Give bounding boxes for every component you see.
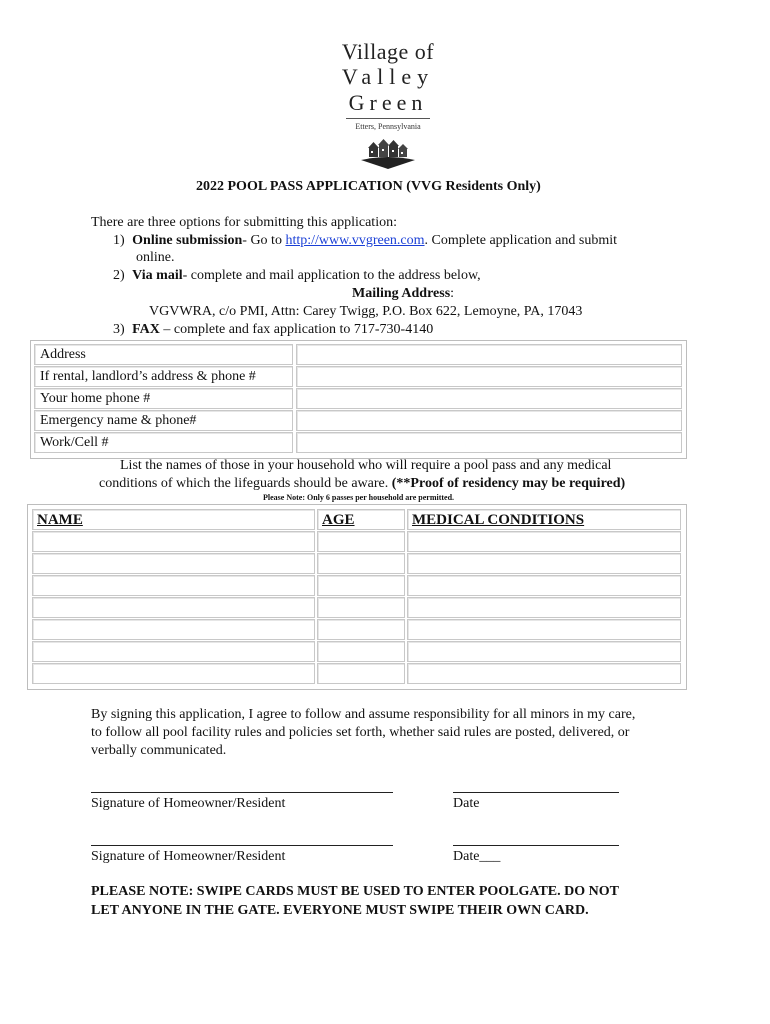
medical-input[interactable] — [407, 597, 681, 618]
resident-info-table — [30, 340, 687, 459]
mailing-label: Mailing Address — [352, 286, 451, 301]
medical-input[interactable] — [407, 619, 681, 640]
name-input[interactable] — [32, 575, 315, 596]
header-age — [317, 509, 405, 530]
info-label: Work/Cell # — [40, 435, 109, 450]
age-input[interactable] — [317, 663, 405, 684]
table-row — [32, 619, 682, 639]
header-name-label: NAME — [37, 512, 83, 528]
agreement-line-1: By signing this application, I agree to follow and assume responsibility for all minors in my care, — [91, 707, 636, 722]
option-1-continued: online. — [136, 250, 175, 265]
name-input[interactable] — [32, 553, 315, 574]
header-medical — [407, 509, 681, 530]
mailing-colon: : — [450, 286, 455, 301]
name-input[interactable] — [32, 663, 315, 684]
option-1-text-b: . Complete application and submit — [424, 233, 617, 248]
header-age-label: AGE — [322, 512, 355, 528]
name-input[interactable] — [32, 619, 315, 640]
household-instructions-1: List the names of those in your household who will require a pool pass and any medical — [120, 458, 612, 473]
age-input[interactable] — [317, 553, 405, 574]
age-input[interactable] — [317, 619, 405, 640]
info-row-emergency — [34, 410, 683, 430]
houses-logo-icon — [355, 136, 421, 170]
household-instructions-text: conditions of which the lifeguards should be aware. — [99, 476, 392, 491]
header-medical-label: MEDICAL CONDITIONS — [412, 512, 585, 528]
info-row-home-phone — [34, 388, 683, 408]
household-instructions-2 — [99, 476, 625, 492]
household-table — [27, 504, 687, 690]
header-name — [32, 509, 315, 530]
medical-input[interactable] — [407, 553, 681, 574]
signature-2-label: Signature of Homeowner/Resident — [91, 849, 286, 864]
info-label: Address — [40, 347, 86, 362]
signature-1-line[interactable] — [91, 792, 393, 793]
info-label: If rental, landlord’s address & phone # — [40, 369, 256, 384]
table-row — [32, 553, 682, 573]
signature-1-label: Signature of Homeowner/Resident — [91, 796, 286, 811]
name-input[interactable] — [32, 597, 315, 618]
option-2-text: - complete and mail application to the address below, — [182, 268, 481, 283]
info-label-cell — [34, 410, 293, 431]
table-row — [32, 663, 682, 683]
landlord-input[interactable] — [296, 366, 682, 387]
signature-2-line[interactable] — [91, 845, 393, 846]
option-1-title: Online submission — [132, 233, 243, 248]
notice-line-1: PLEASE NOTE: SWIPE CARDS MUST BE USED TO ENTER POOLGATE. DO NOT — [91, 884, 619, 899]
date-2-line[interactable] — [453, 845, 619, 846]
age-input[interactable] — [317, 575, 405, 596]
info-row-address — [34, 344, 683, 364]
option-3-title: FAX — [132, 322, 160, 337]
age-input[interactable] — [317, 531, 405, 552]
table-row — [32, 597, 682, 617]
medical-input[interactable] — [407, 663, 681, 684]
village-logo — [338, 40, 438, 170]
logo-line-1: Village of — [341, 39, 435, 64]
medical-input[interactable] — [407, 641, 681, 662]
option-1-number: 1) — [113, 233, 125, 248]
address-input[interactable] — [296, 344, 682, 365]
age-input[interactable] — [317, 597, 405, 618]
info-label-cell — [34, 388, 293, 409]
info-label: Emergency name & phone# — [40, 413, 197, 428]
website-link[interactable]: http://www.vvgreen.com — [285, 233, 425, 248]
option-2-title: Via mail — [132, 268, 183, 283]
table-row — [32, 641, 682, 661]
logo-line-3: Green — [348, 90, 428, 115]
info-row-landlord — [34, 366, 683, 386]
mailing-address: VGVWRA, c/o PMI, Attn: Carey Twigg, P.O. Box 622, Lemoyne, PA, 17043 — [149, 304, 583, 319]
option-3-number: 3) — [113, 322, 125, 337]
logo-rule — [346, 118, 430, 119]
table-header-row — [32, 509, 682, 529]
pass-limit-note: Please Note: Only 6 passes per household are permitted. — [263, 493, 455, 502]
name-input[interactable] — [32, 531, 315, 552]
info-label-cell — [34, 366, 293, 387]
agreement-line-2: to follow all pool facility rules and policies set forth, whether said rules are posted, delivered, or — [91, 725, 630, 740]
option-2 — [113, 268, 481, 284]
option-2-number: 2) — [113, 268, 125, 283]
date-1-line[interactable] — [453, 792, 619, 793]
page-title: 2022 POOL PASS APPLICATION (VVG Residents Only) — [196, 179, 541, 194]
logo-line-2: Valley — [341, 64, 435, 89]
table-row — [32, 575, 682, 595]
info-label: Your home phone # — [40, 391, 151, 406]
medical-input[interactable] — [407, 531, 681, 552]
table-row — [32, 531, 682, 551]
home-phone-input[interactable] — [296, 388, 682, 409]
option-1 — [113, 233, 617, 249]
mailing-address-heading — [352, 286, 454, 302]
age-input[interactable] — [317, 641, 405, 662]
info-label-cell — [34, 344, 293, 365]
info-row-work-cell — [34, 432, 683, 452]
date-1-label: Date — [453, 796, 480, 811]
emergency-input[interactable] — [296, 410, 682, 431]
option-3 — [113, 322, 433, 338]
notice-line-2: LET ANYONE IN THE GATE. EVERYONE MUST SWIPE THEIR OWN CARD. — [91, 903, 589, 918]
option-3-text: – complete and fax application to 717-730-4140 — [159, 322, 434, 337]
logo-tagline: Etters, Pennsylvania — [355, 122, 421, 131]
intro-text: There are three options for submitting this application: — [91, 215, 397, 230]
agreement-line-3: verbally communicated. — [91, 743, 227, 758]
option-1-text: - Go to — [242, 233, 286, 248]
name-input[interactable] — [32, 641, 315, 662]
proof-of-residency: (**Proof of residency may be required) — [391, 476, 626, 491]
info-label-cell — [34, 432, 293, 453]
date-2-label: Date___ — [453, 849, 501, 864]
work-cell-input[interactable] — [296, 432, 682, 453]
medical-input[interactable] — [407, 575, 681, 596]
